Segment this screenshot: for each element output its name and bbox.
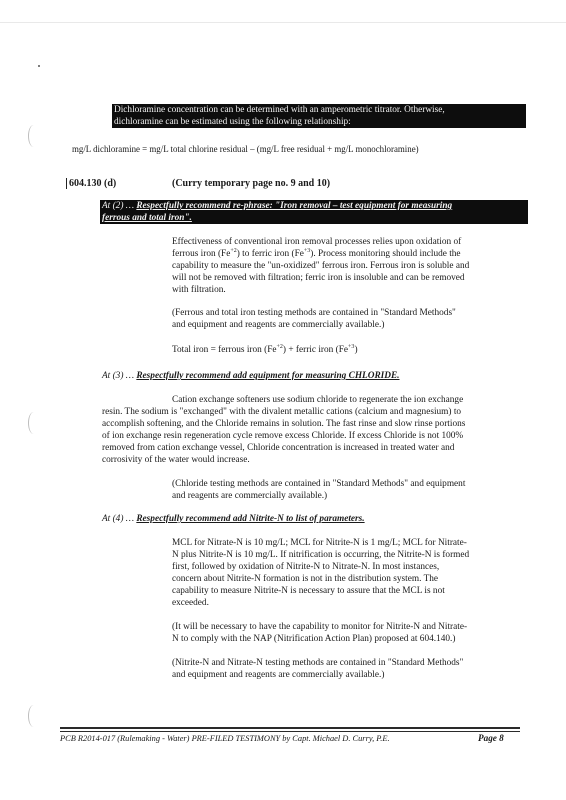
dichloramine-formula: mg/L dichloramine = mg/L total chlorine residual – (mg/L free residual + mg/L monochloramine) [72,144,419,154]
para-line: (Chloride testing methods are contained in "Standard Methods" and equipment [172,479,466,489]
para-line: will not be removed with filtration; ferric iron is insoluble and can be removed [172,273,465,283]
para-line: and reagents are commercially available.) [172,491,328,501]
para-line: with filtration. [172,285,226,295]
para-line: capability to measure the "un-oxidized" ferrous iron. Ferrous iron is soluble and [172,261,470,271]
footer-rule [60,727,520,729]
footer-rule [60,731,520,732]
footer-citation: PCB R2014-017 (Rulemaking - Water) PRE-FILED TESTIMONY by Capt. Michael D. Curry, P.E. [60,734,390,743]
item2-heading [100,200,528,224]
item3-heading-text: Respectfully recommend add equipment for measuring CHLORIDE. [136,371,400,381]
item4-methods-note [172,657,532,681]
item2-heading-text: Respectfully recommend re-phrase: "Iron removal – test equipment for measuring [136,201,453,211]
para-line: concern about Nitrite-N formation is not in the distribution system. The [172,574,439,584]
para-line: (Ferrous and total iron testing methods are contained in "Standard Methods" [172,308,456,318]
page-number: Page 8 [478,733,504,743]
item3-methods-note [172,478,532,502]
item3-paragraph [102,394,532,466]
para-line: MCL for Nitrate-N is 10 mg/L; MCL for Nitrite-N is 1 mg/L; MCL for Nitrate- [172,538,467,548]
para-line: capability to measure Nitrite-N is necessary to assure that the MCL is not [172,586,445,596]
highlight-line: Dichloramine concentration can be determined with an amperometric titrator. Otherwise, [114,105,445,115]
scan-speck [38,65,40,67]
total-iron-equation: Total iron = ferrous iron $(Fe^{+2})$ + ferric iron $(Fe^{+3})$ [172,343,358,355]
para-line: ferrous iron $(Fe^{+2})$ to ferric iron $(Fe^{+3})$. Process monitoring should include the [172,247,461,259]
para-line: of ion exchange resin regeneration cycle remove excess Chloride. If excess Chloride is not 100% [102,431,464,441]
dichloramine-highlight-block [112,104,526,128]
para-line: and equipment and reagents are commercially available.) [172,670,385,680]
section-code: 604.130 (d) [66,178,116,189]
para-line: corrosivity of the water would increase. [102,455,250,465]
item4-heading-prefix: At (4) … [102,514,137,524]
scan-line [0,22,566,23]
para-line: accomplish softening, and the Chloride remains in solution. The fast rinse and slow rinse portions [102,419,466,429]
para-line: (It will be necessary to have the capability to monitor for Nitrite-N and Nitrate- [172,622,468,632]
item4-nap-note [172,621,532,645]
punch-hole-mark [28,705,39,727]
para-line: Cation exchange softeners use sodium chloride to regenerate the ion exchange [172,395,464,405]
item4-paragraph [172,537,532,609]
para-line: N plus Nitrite-N is 10 mg/L. If nitrification is occurring, the Nitrite-N is formed [172,550,470,560]
punch-hole-mark [28,125,39,147]
section-note: (Curry temporary page no. 9 and 10) [172,178,331,189]
highlight-line: dichloramine can be estimated using the following relationship: [114,117,351,127]
para-line: (Nitrite-N and Nitrate-N testing methods are contained in "Standard Methods" [172,658,464,668]
item3-heading [102,370,532,382]
para-line: exceeded. [172,598,209,608]
item2-methods-note [172,307,527,331]
punch-hole-mark [28,412,39,434]
para-line: Effectiveness of conventional iron removal processes relies upon oxidation of [172,237,462,247]
item3-heading-prefix: At (3) … [102,371,137,381]
item2-heading-prefix: At (2) … [102,201,137,211]
item4-heading-text: Respectfully recommend add Nitrite-N to list of parameters. [136,514,365,524]
item2-paragraph [172,236,527,296]
item4-heading [102,513,532,525]
item2-heading-text-2: ferrous and total iron". [102,213,192,223]
para-line: resin. The sodium is "exchanged" with the divalent metallic cations (calcium and magnesium) to [102,407,462,417]
para-line: first, followed by oxidation of Nitrite-N to Nitrate-N. In most instances, [172,562,440,572]
para-line: N to comply with the NAP (Nitrification Action Plan) proposed at 604.140.) [172,634,456,644]
para-line: and equipment and reagents are commercially available.) [172,320,385,330]
para-line: removed from cation exchange vessel, Chloride concentration is increased in treated water and [102,443,455,453]
